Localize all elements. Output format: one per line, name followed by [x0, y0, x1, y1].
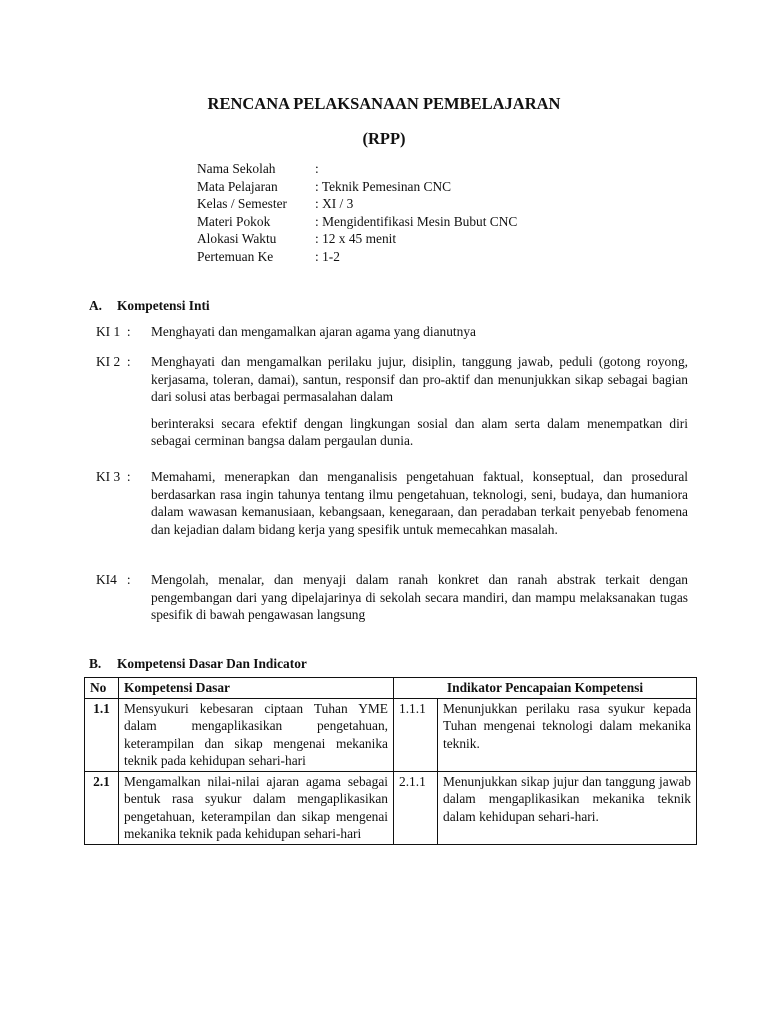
ki-text: [151, 353, 688, 450]
identity-row: [197, 160, 517, 178]
identity-value: : Mengidentifikasi Mesin Bubut CNC: [315, 213, 518, 229]
identity-block: [197, 160, 517, 265]
identity-row: [197, 248, 517, 266]
table-row: [85, 698, 697, 771]
row-number: 2.1: [85, 771, 119, 844]
kompetensi-dasar-cell: Mensyukuri kebesaran ciptaan Tuhan YME dalam mengaplikasikan pengetahuan, keterampilan dan sikap mengenai mekanika teknik pada kehidupan sehari-hari: [119, 698, 394, 771]
ki-paragraph: berinteraksi secara efektif dengan lingkungan sosial dan alam serta dalam menempatkan diri sebagai cerminan bangsa dalam pergaulan dunia.: [151, 415, 688, 448]
ki-1: [96, 323, 688, 341]
identity-value: : 1-2: [315, 248, 340, 264]
section-a-heading: [89, 297, 210, 315]
header-kompetensi-dasar: Kompetensi Dasar: [119, 678, 394, 699]
ki-paragraph: Menghayati dan mengamalkan perilaku jujur, disiplin, tanggung jawab, peduli (gotong royong, kerjasama, toleran, damai), santun, responsif dan pro-aktif dan menunjukkan sikap sebagai bagian dari solusi atas berbagai permasalahan dalam: [151, 354, 688, 404]
identity-row: [197, 230, 517, 248]
identity-label: Kelas / Semester: [197, 196, 287, 211]
identity-label: Alokasi Waktu: [197, 231, 277, 246]
ki-label: KI 1 :: [96, 324, 131, 339]
ki-4: [96, 571, 688, 624]
identity-row: [197, 178, 517, 196]
ki-label: KI 3 :: [96, 469, 131, 484]
identity-value: : XI / 3: [315, 196, 354, 211]
section-b-title: Kompetensi Dasar Dan Indicator: [117, 656, 307, 671]
section-a-title: Kompetensi Inti: [117, 298, 210, 313]
section-a-letter: A.: [89, 298, 103, 313]
ki-2: [96, 353, 688, 450]
identity-value: : 12 x 45 menit: [315, 231, 397, 246]
indicator-number: 1.1.1: [394, 698, 438, 771]
ki-text: [151, 323, 688, 341]
ki-label: KI 2 :: [96, 354, 131, 369]
indicator-cell: Menunjukkan perilaku rasa syukur kepada Tuhan mengenai teknologi dalam mekanika teknik.: [438, 698, 697, 771]
indicator-cell: Menunjukkan sikap jujur dan tanggung jawab dalam mengaplikasikan mekanika teknik dalam kehidupan sehari-hari.: [438, 771, 697, 844]
document-title: RENCANA PELAKSANAAN PEMBELAJARAN: [207, 94, 561, 113]
document-subtitle: (RPP): [362, 129, 406, 148]
table-header-row: [85, 678, 697, 699]
identity-label: Mata Pelajaran: [197, 178, 278, 194]
row-number: 1.1: [85, 698, 119, 771]
table-row: [85, 771, 697, 844]
ki-text: [151, 571, 688, 624]
identity-row: [197, 195, 517, 213]
identity-row: [197, 213, 517, 231]
competency-table: [84, 677, 697, 845]
identity-value: : Teknik Pemesinan CNC: [315, 178, 452, 194]
ki-paragraph: Memahami, menerapkan dan menganalisis pengetahuan faktual, konseptual, dan prosedural berdasarkan rasa ingin tahunya tentang ilmu pengetahuan, teknologi, seni, budaya, dan humaniora dalam wawasan kemanusiaan, kebangsaan, kenegaraan, dan peradaban terkait penyebab fenomena dan kejadian dalam bidang kerja yang spesifik untuk memecahkan masalah.: [151, 469, 688, 537]
identity-label: Materi Pokok: [197, 213, 271, 229]
header-no: No: [85, 678, 119, 699]
identity-label: Nama Sekolah: [197, 161, 276, 176]
ki-label: KI4 :: [96, 572, 131, 587]
header-indikator: Indikator Pencapaian Kompetensi: [394, 678, 697, 699]
ki-3: [96, 468, 688, 538]
kompetensi-dasar-cell: Mengamalkan nilai-nilai ajaran agama sebagai bentuk rasa syukur dalam mengaplikasikan pengetahuan, keterampilan dan sikap mengenai mekanika teknik pada kehidupan sehari-hari: [119, 771, 394, 844]
ki-paragraph: Menghayati dan mengamalkan ajaran agama yang dianutnya: [151, 324, 476, 339]
identity-value: :: [315, 161, 319, 176]
ki-text: [151, 468, 688, 538]
section-b-letter: B.: [89, 656, 102, 671]
identity-label: Pertemuan Ke: [197, 248, 274, 264]
indicator-number: 2.1.1: [394, 771, 438, 844]
section-b-heading: [89, 655, 307, 673]
ki-paragraph: Mengolah, menalar, dan menyaji dalam ranah konkret dan ranah abstrak terkait dengan pengembangan dari yang dipelajarinya di sekolah secara mandiri, dan mampu melaksanakan tugas spesifik di bawah pengawasan langsung: [151, 572, 688, 622]
